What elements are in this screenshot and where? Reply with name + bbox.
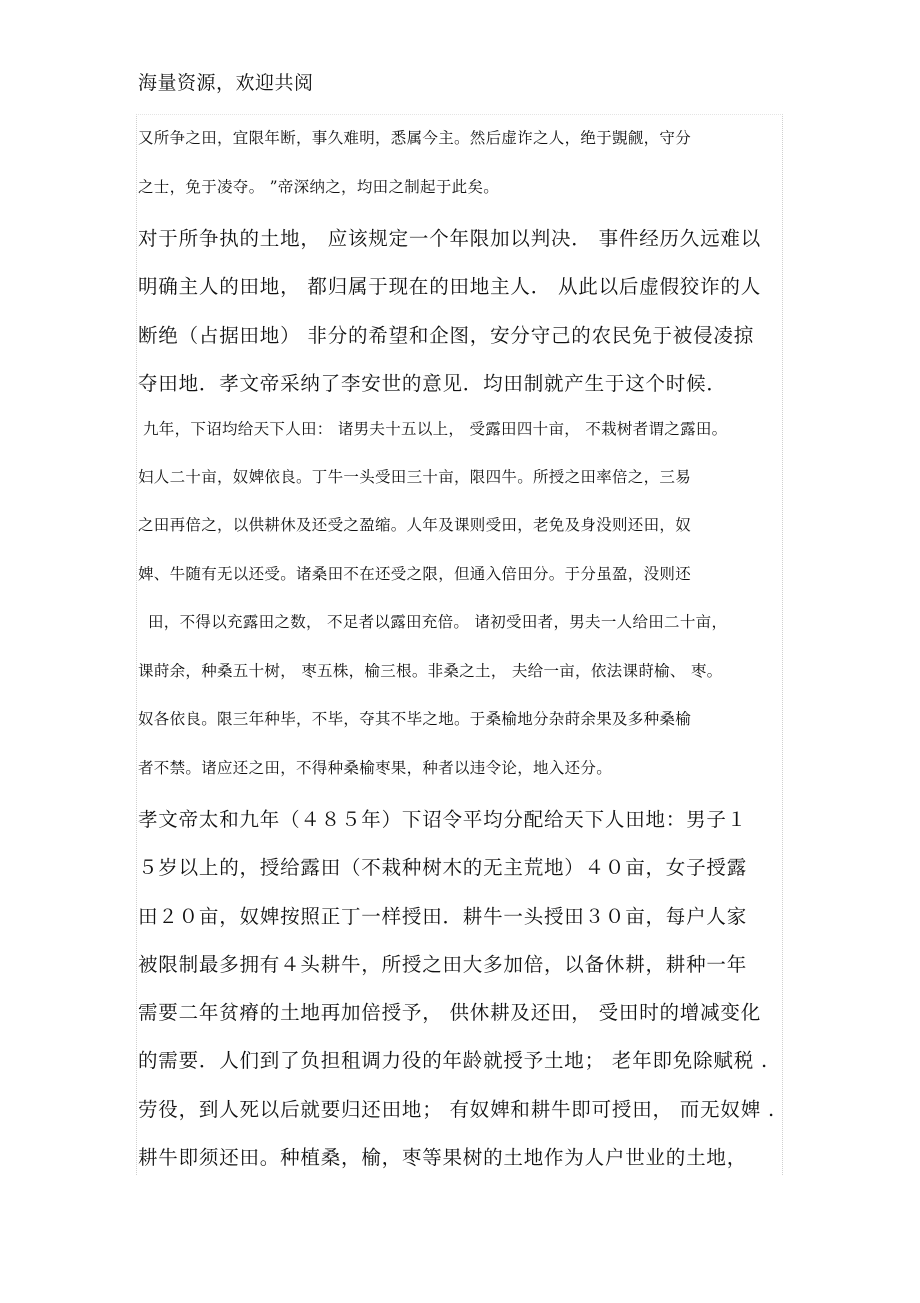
text-line: 田２０亩，奴婢按照正丁一样授田．耕牛一头授田３０亩，每户人家 [138, 905, 748, 928]
text-line: 课莳余，种桑五十树， 枣五株，榆三根。非桑之土， 夫给一亩，依法课莳榆、 枣。 [138, 662, 723, 680]
text-line: 之田再倍之，以供耕休及还受之盈缩。人年及课则受田，老免及身没则还田，奴 [138, 516, 692, 534]
page-header: 海量资源，欢迎共阅 [138, 72, 314, 94]
text-line: 者不禁。诸应还之田，不得种桑榆枣果，种者以违令论，地入还分。 [138, 759, 613, 777]
text-line: 又所争之田，宜限年断，事久难明，悉属今主。然后虚诈之人，绝于覬觎，守分 [138, 129, 692, 147]
text-line: 之士，免于凌夺。 ”帝深纳之，均田之制起于此矣。 [138, 178, 500, 196]
text-line: 夺田地．孝文帝采纳了李安世的意见．均田制就产生于这个时候． [138, 372, 727, 395]
text-line: 断绝（占据田地） 非分的希望和企图，安分守己的农民免于被侵凌掠 [138, 324, 754, 347]
text-line: 九年，下诏均给天下人田： 诸男夫十五以上， 受露田四十亩， 不栽树者谓之露田。 [143, 420, 728, 438]
text-line: 明确主人的田地， 都归属于现在的田地主人． 从此以后虚假狡诈的人 [138, 275, 761, 298]
text-line: 对于所争执的土地， 应该规定一个年限加以判决． 事件经历久远难以 [138, 227, 761, 250]
text-line: 被限制最多拥有４头耕牛，所授之田大多加倍，以备休耕，耕种一年 [138, 953, 748, 976]
text-line: 孝文帝太和九年（４８５年）下诏令平均分配给天下人田地：男子１ [138, 808, 748, 831]
text-line: 婢、牛随有无以还受。诸桑田不在还受之限，但通入倍田分。于分虽盈，没则还 [138, 565, 692, 583]
text-line: 的需要．人们到了负担租调力役的年龄就授予土地； 老年即免除赋税 . [138, 1049, 768, 1072]
text-line: 需要二年贫瘠的土地再加倍授予， 供休耕及还田， 受田时的增减变化 [138, 1001, 761, 1024]
text-line: 劳役，到人死以后就要归还田地； 有奴婢和耕牛即可授田， 而无奴婢 . [138, 1098, 775, 1121]
text-line: ５岁以上的，授给露田（不栽种树木的无主荒地）４０亩，女子授露 [138, 856, 748, 879]
text-line: 耕牛即须还田。种植桑，榆，枣等果树的土地作为人户世业的土地， [138, 1146, 748, 1169]
text-line: 奴各依良。限三年种毕，不毕，夺其不毕之地。于桑榆地分杂莳余果及多种桑榆 [138, 710, 692, 728]
text-line: 田，不得以充露田之数， 不足者以露田充倍。 诸初受田者，男夫一人给田二十亩， [148, 613, 728, 631]
text-line: 妇人二十亩，奴婢依良。丁牛一头受田三十亩，限四牛。所授之田率倍之，三易 [138, 468, 692, 486]
